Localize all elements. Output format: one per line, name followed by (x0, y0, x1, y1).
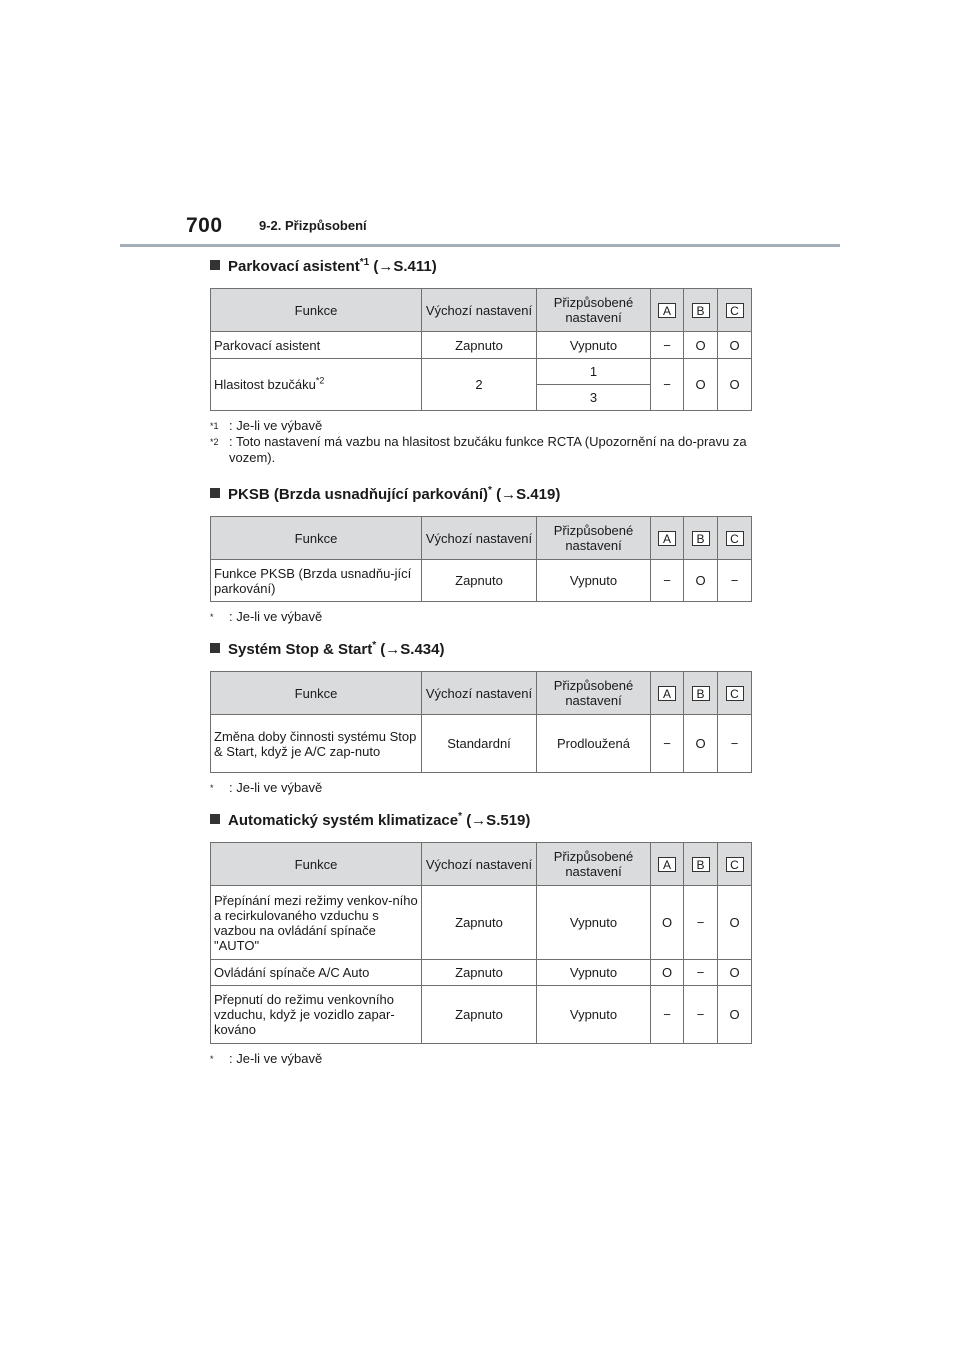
table-row (211, 960, 752, 986)
table-row (211, 359, 752, 385)
cell-c: O (718, 886, 752, 960)
header-funkce: Funkce (211, 843, 422, 886)
cell-funkce: Ovládání spínače A/C Auto (211, 960, 422, 986)
section-climate (210, 810, 751, 1067)
cell-funkce: Přepnutí do režimu venkovního vzduchu, když je vozidlo zapar-kováno (211, 986, 422, 1044)
settings-table (210, 516, 752, 602)
header-custom: Přizpůsobené nastavení (537, 517, 651, 560)
header-default: Výchozí nastavení (422, 289, 537, 332)
page-number: 700 (186, 214, 223, 237)
footnote-mark: *2 (210, 437, 219, 447)
footnotes (210, 780, 751, 796)
header-custom: Přizpůsobené nastavení (537, 672, 651, 715)
page-reference-link[interactable]: (→S.434) (380, 641, 445, 658)
column-b-label: B (692, 303, 710, 318)
footnote (210, 609, 751, 625)
footnote (210, 434, 751, 466)
cell-a: − (651, 986, 684, 1044)
cell-custom: Vypnuto (537, 986, 651, 1044)
page-reference-link[interactable]: (→S.519) (466, 812, 531, 829)
cell-default: Zapnuto (422, 886, 537, 960)
header-a (651, 517, 684, 560)
footnote-mark: *1 (210, 421, 219, 431)
cell-funkce (211, 359, 422, 411)
cell-b: O (684, 715, 718, 773)
header-default: Výchozí nastavení (422, 843, 537, 886)
header-default: Výchozí nastavení (422, 517, 537, 560)
column-a-label: A (658, 857, 676, 872)
footnote-mark: *2 (315, 375, 325, 386)
header-c (718, 517, 752, 560)
cell-custom: Prodloužená (537, 715, 651, 773)
header-funkce: Funkce (211, 517, 422, 560)
section-heading (210, 810, 751, 832)
section-parking-assist (210, 256, 751, 466)
footnote (210, 418, 751, 434)
section-label: 9-2. Přizpůsobení (259, 218, 367, 233)
header-c (718, 672, 752, 715)
cell-custom: Vypnuto (537, 960, 651, 986)
footnote-mark: * (488, 485, 492, 496)
cell-c: O (718, 960, 752, 986)
cell-custom: Vypnuto (537, 332, 651, 359)
cell-c: O (718, 986, 752, 1044)
cell-funkce: Přepínání mezi režimy venkov-ního a recirkulovaného vzduchu s vazbou na ovládání spínače "AUTO" (211, 886, 422, 960)
cell-funkce: Změna doby činnosti systému Stop & Start, když je A/C zap-nuto (211, 715, 422, 773)
cell-default: 2 (422, 359, 537, 411)
cell-default: Standardní (422, 715, 537, 773)
footnotes (210, 418, 751, 466)
column-b-label: B (692, 686, 710, 701)
section-title: Automatický systém klimatizace (228, 812, 459, 829)
page-reference-link[interactable]: (→S.411) (373, 258, 437, 275)
footnote-text: : Je-li ve výbavě (229, 609, 323, 624)
cell-a: O (651, 960, 684, 986)
cell-c: − (718, 715, 752, 773)
section-heading (210, 639, 751, 661)
settings-table (210, 288, 752, 411)
header-custom: Přizpůsobené nastavení (537, 843, 651, 886)
footnote-mark: * (372, 640, 377, 651)
footnote-text: : Je-li ve výbavě (229, 1051, 323, 1066)
cell-a: − (651, 359, 684, 411)
cell-a: O (651, 886, 684, 960)
header-a (651, 843, 684, 886)
table-header-row (211, 843, 752, 886)
page-reference-link[interactable]: (→S.419) (496, 486, 561, 503)
table-row (211, 986, 752, 1044)
header-a (651, 672, 684, 715)
cell-b: O (684, 560, 718, 602)
footnote (210, 1051, 751, 1067)
column-a-label: A (658, 303, 676, 318)
section-stop-start (210, 639, 751, 796)
header-a (651, 289, 684, 332)
footnote (210, 780, 751, 796)
cell-default: Zapnuto (422, 332, 537, 359)
column-c-label: C (726, 686, 744, 701)
section-title: Parkovací asistent (228, 258, 360, 275)
bullet-square-icon (210, 643, 220, 653)
table-row (211, 715, 752, 773)
column-c-label: C (726, 531, 744, 546)
cell-c: O (718, 332, 752, 359)
header-custom: Přizpůsobené nastavení (537, 289, 651, 332)
table-header-row (211, 289, 752, 332)
cell-default: Zapnuto (422, 560, 537, 602)
cell-funkce: Funkce PKSB (Brzda usnadňu-jící parkování) (211, 560, 422, 602)
column-b-label: B (692, 857, 710, 872)
settings-table (210, 671, 752, 773)
cell-a: − (651, 560, 684, 602)
bullet-square-icon (210, 814, 220, 824)
section-title: PKSB (Brzda usnadňující parkování) (228, 486, 489, 503)
cell-b: − (684, 886, 718, 960)
cell-default: Zapnuto (422, 960, 537, 986)
header-b (684, 843, 718, 886)
table-header-row (211, 517, 752, 560)
header-b (684, 517, 718, 560)
cell-custom: Vypnuto (537, 886, 651, 960)
footnote-mark: * (210, 783, 214, 793)
header-divider (120, 244, 840, 247)
header-funkce: Funkce (211, 289, 422, 332)
footnotes (210, 1051, 751, 1067)
cell-c: O (718, 359, 752, 411)
section-heading (210, 256, 751, 278)
cell-b: O (684, 332, 718, 359)
footnotes (210, 609, 751, 625)
cell-default: Zapnuto (422, 986, 537, 1044)
cell-custom: Vypnuto (537, 560, 651, 602)
column-a-label: A (658, 531, 676, 546)
table-row (211, 560, 752, 602)
table-row (211, 332, 752, 359)
column-b-label: B (692, 531, 710, 546)
footnote-mark: * (458, 811, 463, 822)
header-c (718, 289, 752, 332)
header-default: Výchozí nastavení (422, 672, 537, 715)
cell-b: − (684, 960, 718, 986)
cell-custom-option-1: 1 (537, 359, 651, 385)
bullet-square-icon (210, 260, 220, 270)
cell-c: − (718, 560, 752, 602)
cell-a: − (651, 332, 684, 359)
cell-a: − (651, 715, 684, 773)
cell-custom-option-2: 3 (537, 385, 651, 411)
column-c-label: C (726, 857, 744, 872)
bullet-square-icon (210, 488, 220, 498)
section-title: Systém Stop & Start (228, 641, 373, 658)
header-funkce: Funkce (211, 672, 422, 715)
cell-b: O (684, 359, 718, 411)
table-header-row (211, 672, 752, 715)
header-c (718, 843, 752, 886)
footnote-mark: *1 (359, 257, 370, 268)
section-pksb (210, 484, 751, 625)
header-b (684, 672, 718, 715)
footnote-text: : Je-li ve výbavě (229, 780, 323, 795)
settings-table (210, 842, 752, 1044)
footnote-text: : Je-li ve výbavě (229, 418, 323, 433)
cell-funkce-text: Hlasitost bzučáku (214, 377, 316, 392)
column-c-label: C (726, 303, 744, 318)
section-heading (210, 484, 751, 506)
footnote-mark: * (210, 612, 214, 622)
table-row (211, 886, 752, 960)
footnote-mark: * (210, 1054, 214, 1064)
header-b (684, 289, 718, 332)
column-a-label: A (658, 686, 676, 701)
footnote-text: : Toto nastavení má vazbu na hlasitost bzučáku funkce RCTA (Upozornění na do-pravu za vozem). (229, 434, 747, 465)
cell-funkce: Parkovací asistent (211, 332, 422, 359)
cell-b: − (684, 986, 718, 1044)
